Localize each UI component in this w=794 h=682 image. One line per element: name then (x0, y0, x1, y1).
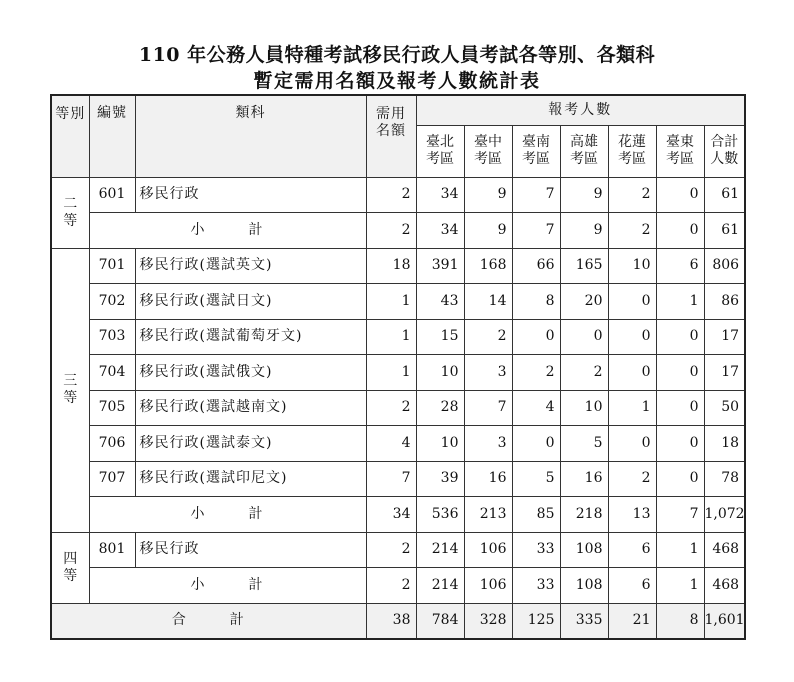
total-value: 328 (464, 603, 512, 639)
row-category: 移民行政(選試泰文) (135, 426, 366, 462)
row-value: 16 (464, 461, 512, 497)
total-label: 合 計 (51, 603, 366, 639)
row-quota: 1 (366, 284, 416, 320)
row-quota: 1 (366, 319, 416, 355)
subtotal-label: 小 計 (89, 568, 366, 604)
row-code: 703 (89, 319, 135, 355)
row-value: 214 (416, 532, 464, 568)
row-code: 707 (89, 461, 135, 497)
grade-label: 四等 (51, 532, 89, 603)
row-value: 1 (608, 390, 656, 426)
total-quota: 38 (366, 603, 416, 639)
subtotal-value: 0 (656, 213, 704, 249)
row-value: 39 (416, 461, 464, 497)
row-value: 6 (608, 532, 656, 568)
table-row (51, 319, 745, 355)
row-value: 3 (464, 355, 512, 391)
subtotal-value: 7 (656, 497, 704, 533)
row-value: 3 (464, 426, 512, 462)
row-value: 468 (704, 532, 745, 568)
header-region-taichung: 臺中考區 (464, 125, 512, 177)
row-value: 0 (656, 355, 704, 391)
header-region-taitung: 臺東考區 (656, 125, 704, 177)
total-value: 335 (560, 603, 608, 639)
header-category: 類科 (135, 95, 366, 177)
row-value: 0 (512, 319, 560, 355)
row-category: 移民行政(選試日文) (135, 284, 366, 320)
row-value: 17 (704, 355, 745, 391)
subtotal-value: 9 (464, 213, 512, 249)
row-value: 2 (464, 319, 512, 355)
subtotal-value: 108 (560, 568, 608, 604)
row-value: 16 (560, 461, 608, 497)
report-title-line1: 110 年公務人員特種考試移民行政人員考試各等別、各類科 (138, 44, 656, 66)
table-row (51, 461, 745, 497)
header-applicants: 報考人數 (416, 95, 745, 125)
header-code: 編號 (89, 95, 135, 177)
header-quota: 需用名額 (366, 95, 416, 177)
row-value: 0 (608, 284, 656, 320)
header-region-tainan: 臺南考區 (512, 125, 560, 177)
subtotal-quota: 2 (366, 568, 416, 604)
row-value: 106 (464, 532, 512, 568)
row-category: 移民行政(選試印尼文) (135, 461, 366, 497)
row-quota: 4 (366, 426, 416, 462)
row-value: 806 (704, 248, 745, 284)
row-value: 0 (608, 355, 656, 391)
row-code: 705 (89, 390, 135, 426)
row-value: 15 (416, 319, 464, 355)
row-category: 移民行政 (135, 177, 366, 213)
row-value: 78 (704, 461, 745, 497)
grade-label: 三等 (51, 248, 89, 532)
subtotal-value: 213 (464, 497, 512, 533)
row-value: 86 (704, 284, 745, 320)
subtotal-value: 468 (704, 568, 745, 604)
subtotal-label: 小 計 (89, 213, 366, 249)
row-code: 701 (89, 248, 135, 284)
header-grade: 等別 (51, 95, 89, 177)
row-value: 50 (704, 390, 745, 426)
row-category: 移民行政(選試葡萄牙文) (135, 319, 366, 355)
row-value: 17 (704, 319, 745, 355)
subtotal-label: 小 計 (89, 497, 366, 533)
row-value: 0 (656, 461, 704, 497)
row-value: 5 (512, 461, 560, 497)
row-quota: 2 (366, 390, 416, 426)
row-code: 702 (89, 284, 135, 320)
row-value: 6 (656, 248, 704, 284)
header-region-total: 合計人數 (704, 125, 745, 177)
row-value: 33 (512, 532, 560, 568)
header-row-1 (51, 95, 745, 125)
row-quota: 7 (366, 461, 416, 497)
row-value: 391 (416, 248, 464, 284)
subtotal-value: 2 (608, 213, 656, 249)
row-value: 0 (608, 319, 656, 355)
header-region-taipei: 臺北考區 (416, 125, 464, 177)
row-value: 0 (656, 177, 704, 213)
row-value: 0 (608, 426, 656, 462)
statistics-table (50, 94, 746, 640)
row-value: 28 (416, 390, 464, 426)
row-value: 1 (656, 532, 704, 568)
row-quota: 18 (366, 248, 416, 284)
row-value: 108 (560, 532, 608, 568)
subtotal-row (51, 497, 745, 533)
row-value: 9 (560, 177, 608, 213)
row-value: 9 (464, 177, 512, 213)
subtotal-value: 33 (512, 568, 560, 604)
row-value: 2 (608, 461, 656, 497)
row-value: 8 (512, 284, 560, 320)
row-value: 18 (704, 426, 745, 462)
row-value: 0 (656, 390, 704, 426)
row-value: 168 (464, 248, 512, 284)
row-value: 7 (464, 390, 512, 426)
table-row (51, 355, 745, 391)
row-quota: 2 (366, 532, 416, 568)
row-code: 704 (89, 355, 135, 391)
subtotal-value: 106 (464, 568, 512, 604)
row-quota: 1 (366, 355, 416, 391)
subtotal-value: 7 (512, 213, 560, 249)
row-category: 移民行政(選試英文) (135, 248, 366, 284)
row-code: 706 (89, 426, 135, 462)
subtotal-value: 6 (608, 568, 656, 604)
total-row (51, 603, 745, 639)
row-value: 0 (656, 426, 704, 462)
subtotal-value: 1,072 (704, 497, 745, 533)
table-row (51, 284, 745, 320)
row-value: 2 (560, 355, 608, 391)
row-value: 10 (416, 426, 464, 462)
row-value: 1 (656, 284, 704, 320)
subtotal-quota: 2 (366, 213, 416, 249)
row-value: 20 (560, 284, 608, 320)
table-row (51, 532, 745, 568)
subtotal-value: 218 (560, 497, 608, 533)
subtotal-quota: 34 (366, 497, 416, 533)
total-value: 21 (608, 603, 656, 639)
row-value: 0 (512, 426, 560, 462)
row-category: 移民行政(選試俄文) (135, 355, 366, 391)
subtotal-value: 1 (656, 568, 704, 604)
header-region-hualien: 花蓮考區 (608, 125, 656, 177)
subtotal-value: 536 (416, 497, 464, 533)
row-value: 10 (560, 390, 608, 426)
row-value: 10 (416, 355, 464, 391)
subtotal-value: 214 (416, 568, 464, 604)
row-value: 5 (560, 426, 608, 462)
row-value: 34 (416, 177, 464, 213)
table-row (51, 248, 745, 284)
grade-label: 二等 (51, 177, 89, 248)
row-category: 移民行政 (135, 532, 366, 568)
row-code: 801 (89, 532, 135, 568)
row-value: 2 (608, 177, 656, 213)
row-value: 7 (512, 177, 560, 213)
subtotal-value: 34 (416, 213, 464, 249)
row-value: 10 (608, 248, 656, 284)
row-value: 0 (560, 319, 608, 355)
row-value: 4 (512, 390, 560, 426)
subtotal-row (51, 213, 745, 249)
subtotal-row (51, 568, 745, 604)
total-value: 1,601 (704, 603, 745, 639)
report-title-line2: 暫定需用名額及報考人數統計表 (253, 70, 541, 92)
subtotal-value: 85 (512, 497, 560, 533)
table-row (51, 426, 745, 462)
row-value: 66 (512, 248, 560, 284)
row-value: 0 (656, 319, 704, 355)
table-row (51, 177, 745, 213)
total-value: 8 (656, 603, 704, 639)
row-value: 43 (416, 284, 464, 320)
total-value: 784 (416, 603, 464, 639)
row-quota: 2 (366, 177, 416, 213)
subtotal-value: 13 (608, 497, 656, 533)
row-value: 61 (704, 177, 745, 213)
row-code: 601 (89, 177, 135, 213)
subtotal-value: 61 (704, 213, 745, 249)
row-category: 移民行政(選試越南文) (135, 390, 366, 426)
row-value: 165 (560, 248, 608, 284)
header-region-kaohsiung: 高雄考區 (560, 125, 608, 177)
total-value: 125 (512, 603, 560, 639)
row-value: 2 (512, 355, 560, 391)
table-row (51, 390, 745, 426)
subtotal-value: 9 (560, 213, 608, 249)
row-value: 14 (464, 284, 512, 320)
